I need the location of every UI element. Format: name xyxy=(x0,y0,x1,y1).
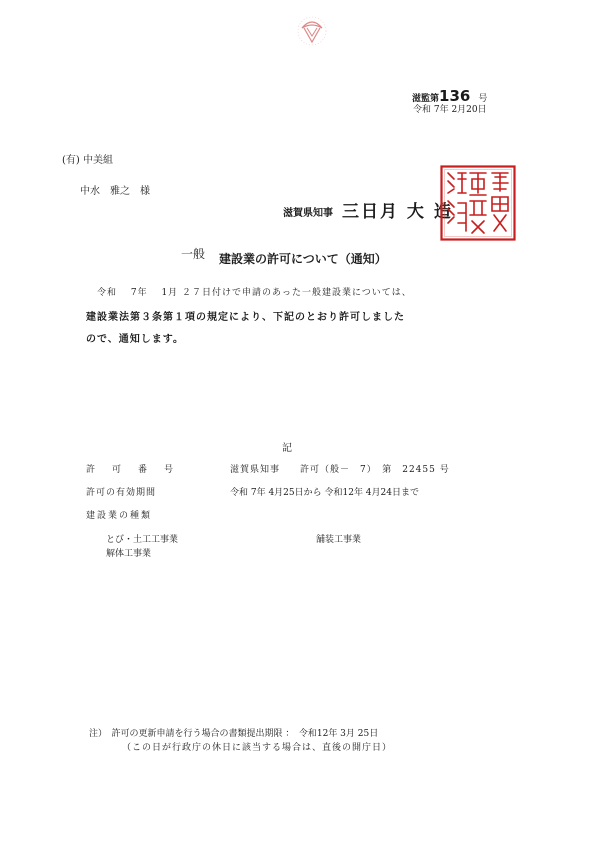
validity-value: 令和 7年 4月25日から 令和12年 4月24日まで xyxy=(230,488,419,498)
recipient-name: 中水 雅之 様 xyxy=(80,186,150,197)
subject-title: 建設業の許可について（通知） xyxy=(219,252,387,266)
subject-prefix: 一般 xyxy=(181,247,206,261)
official-seal xyxy=(440,165,516,241)
body-line-1: 令和 7年 1月 ２７日付けで申請のあった一般建設業については、 xyxy=(97,288,412,298)
permit-number-value: 滋賀県知事 許可（般－ 7） 第 22455 号 xyxy=(230,465,450,475)
permit-number-label: 許 可 番 号 xyxy=(86,465,178,475)
footer-note-line-1: 注） 許可の更新申請を行う場合の書類提出期限 ： 令和12年 3月 25日 xyxy=(89,729,379,739)
body-line-2: 建設業法第３条第１項の規定により、下記のとおり許可しました xyxy=(86,312,405,323)
document-number-value: 136 xyxy=(439,87,471,105)
issuer-name: 三日月 大 造 xyxy=(342,202,453,222)
prefecture-emblem-icon xyxy=(296,14,328,46)
validity-label: 許可の有効期間 xyxy=(86,488,157,498)
business-types-label: 建設業の種類 xyxy=(86,511,153,521)
document-number-suffix: 号 xyxy=(478,94,488,104)
notes-heading: 記 xyxy=(282,443,292,454)
recipient-company: (有) 中美組 xyxy=(62,155,113,166)
body-line-3: ので、通知します。 xyxy=(86,334,184,345)
document-number-prefix: 滋監第 xyxy=(412,94,440,104)
business-type-item: 舗装工事業 xyxy=(316,535,362,545)
business-type-item: 解体工事業 xyxy=(106,549,152,559)
issuer-title: 滋賀県知事 xyxy=(283,208,333,219)
business-type-item: とび・土工工事業 xyxy=(106,535,179,545)
footer-note-line-2: （この日が行政庁の休日に該当する場合は、直後の開庁日） xyxy=(122,743,393,753)
document-date: 令和 7年 2月20日 xyxy=(413,105,487,115)
